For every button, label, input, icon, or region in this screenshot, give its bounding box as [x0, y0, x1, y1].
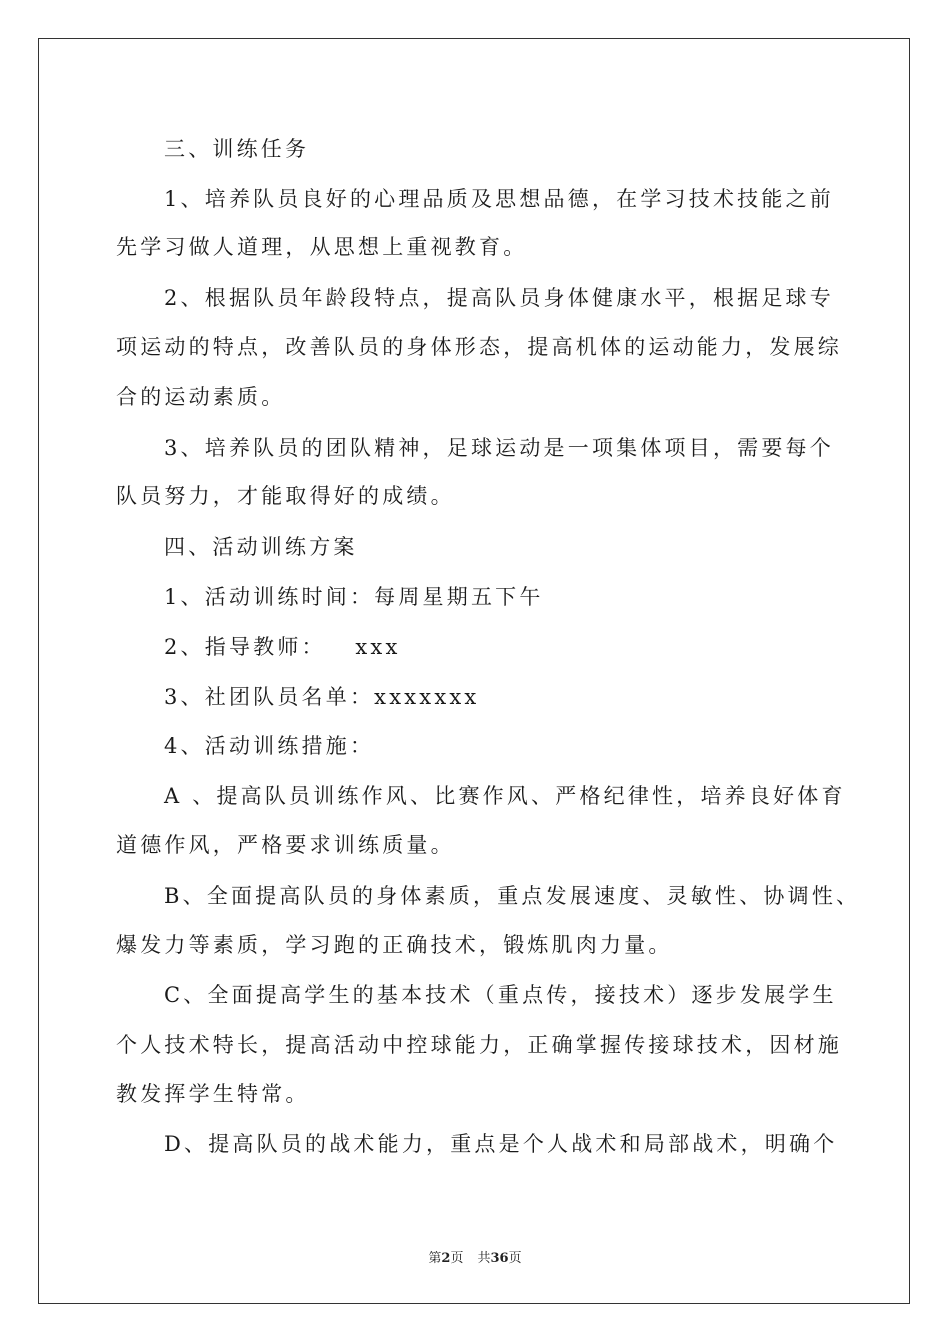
paragraph-line: A 、提高队员训练作风、比赛作风、严格纪律性，培养良好体育: [164, 784, 846, 808]
paragraph-line: 合的运动素质。: [116, 385, 286, 409]
total-pages: 36: [490, 1251, 509, 1266]
paragraph-line: 教发挥学生特常。: [116, 1082, 310, 1106]
total-prefix: 共: [477, 1251, 491, 1266]
page-footer: [0, 1247, 950, 1266]
paragraph-line: 2、指导教师： xxx: [164, 635, 401, 659]
paragraph-line: 4、活动训练措施：: [164, 734, 375, 758]
section-heading-training-tasks: 三、训练任务: [164, 137, 310, 161]
paragraph-line: 道德作风，严格要求训练质量。: [116, 833, 455, 857]
paragraph-line: 先学习做人道理，从思想上重视教育。: [116, 235, 528, 259]
paragraph-line: C、全面提高学生的基本技术（重点传，接技术）逐步发展学生: [164, 983, 837, 1007]
page-suffix: 页: [450, 1251, 464, 1266]
paragraph-line: 项运动的特点，改善队员的身体形态，提高机体的运动能力，发展综: [116, 335, 842, 359]
paragraph-line: 2、根据队员年龄段特点，提高队员身体健康水平，根据足球专: [164, 286, 834, 310]
paragraph-line: 队员努力，才能取得好的成绩。: [116, 484, 455, 508]
paragraph-line: 3、社团队员名单：xxxxxxx: [164, 685, 480, 709]
paragraph-line: B、全面提高队员的身体素质，重点发展速度、灵敏性、协调性、: [164, 884, 861, 908]
section-heading-activity-plan: 四、活动训练方案: [164, 535, 358, 559]
paragraph-line: 3、培养队员的团队精神，足球运动是一项集体项目，需要每个: [164, 436, 834, 460]
paragraph-line: 个人技术特长，提高活动中控球能力，正确掌握传接球技术，因材施: [116, 1033, 842, 1057]
page-number: 2: [441, 1251, 451, 1266]
page-border: [38, 38, 910, 1304]
paragraph-line: 爆发力等素质，学习跑的正确技术，锻炼肌肉力量。: [116, 933, 673, 957]
page-prefix: 第: [428, 1251, 442, 1266]
paragraph-line: 1、培养队员良好的心理品质及思想品德，在学习技术技能之前: [164, 187, 834, 211]
paragraph-line: D、提高队员的战术能力，重点是个人战术和局部战术，明确个: [164, 1132, 838, 1156]
total-suffix: 页: [508, 1251, 522, 1266]
paragraph-line: 1、活动训练时间：每周星期五下午: [164, 585, 544, 609]
